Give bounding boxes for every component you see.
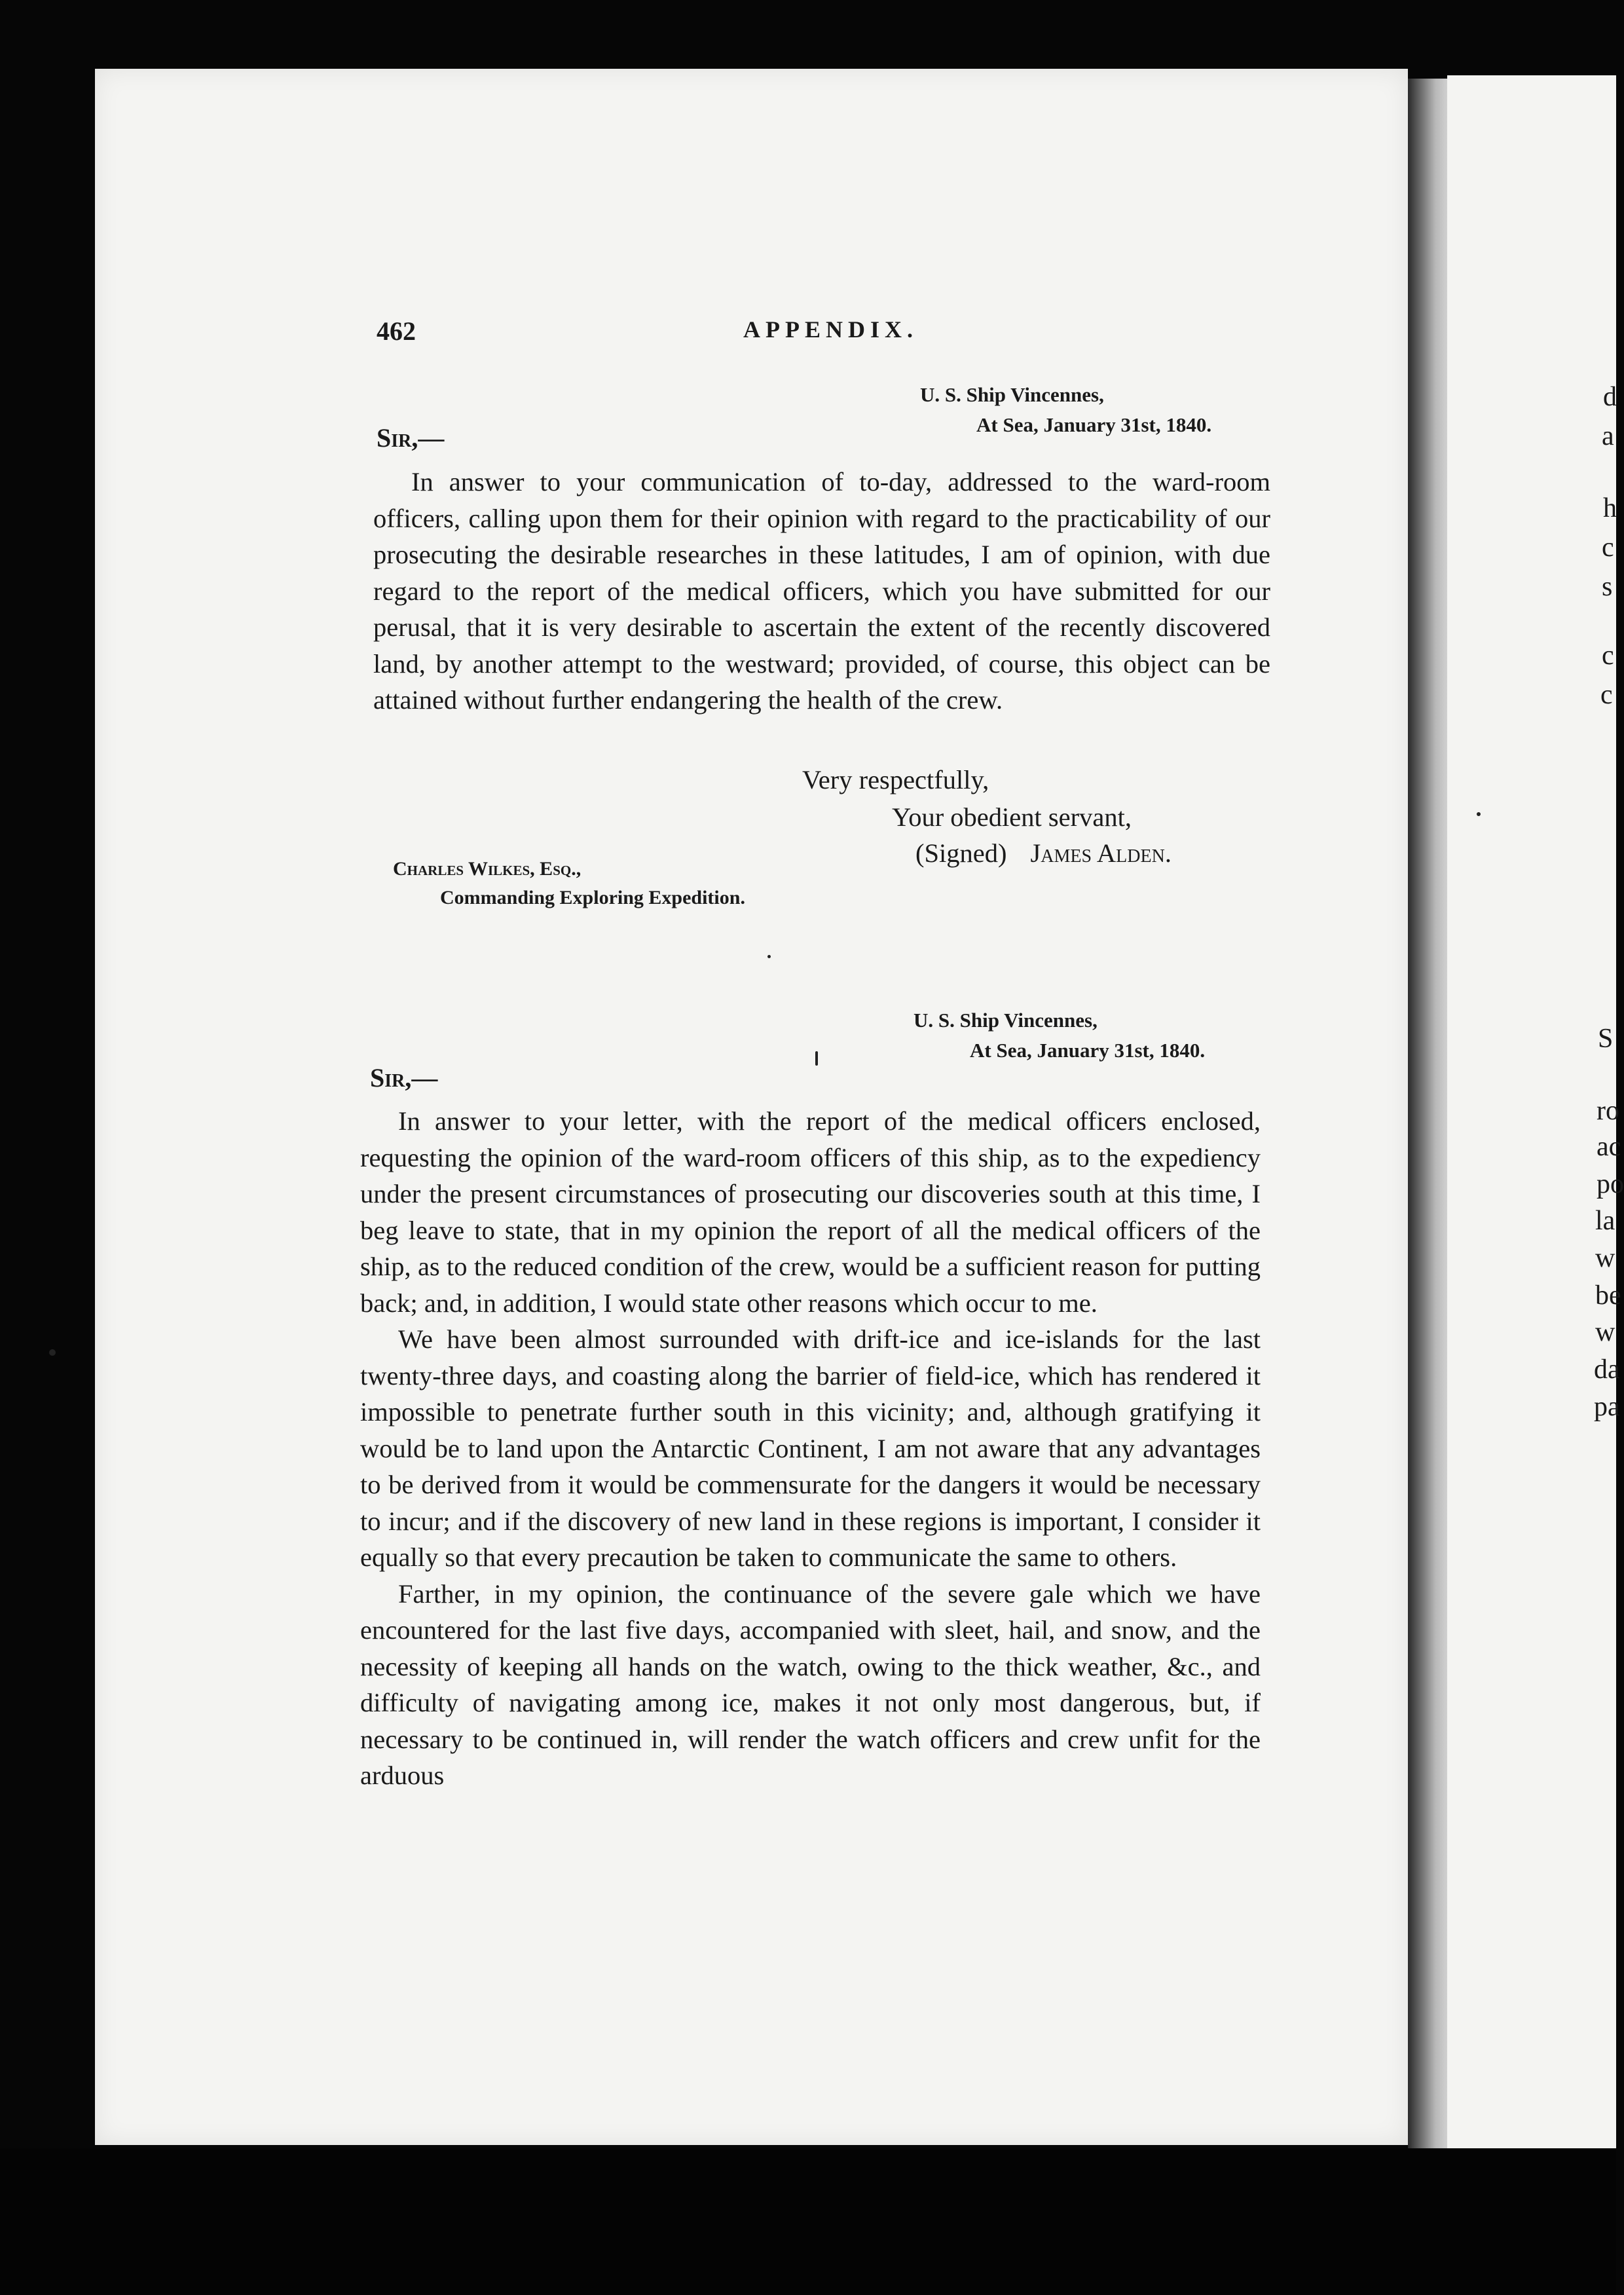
facing-page-fragment: ac (1596, 1132, 1621, 1162)
letter1-closing-2: Your obedient servant, (892, 802, 1132, 832)
scan-speck (1477, 812, 1481, 816)
addressee-title: Commanding Exploring Expedition. (440, 887, 745, 908)
letter1-signature-line (915, 835, 1172, 871)
letter1-dateline-ship: U. S. Ship Vincennes, (920, 383, 1104, 406)
facing-page-fragment: da (1594, 1354, 1620, 1385)
facing-page-fragment: c (1602, 532, 1614, 563)
facing-page-fragment: d (1603, 382, 1617, 412)
facing-page-fragment: pa (1594, 1392, 1620, 1422)
scan-speck (815, 1051, 818, 1066)
facing-page-fragment: S (1598, 1024, 1614, 1054)
letter2-dateline-date: At Sea, January 31st, 1840. (970, 1039, 1206, 1062)
letter1-dateline-date: At Sea, January 31st, 1840. (976, 413, 1212, 436)
facing-page-fragment: a (1602, 421, 1614, 451)
letter1-body (373, 464, 1270, 718)
facing-page-fragment: be (1595, 1280, 1621, 1311)
letter1-addressee (393, 855, 745, 912)
letter2-body (360, 1103, 1261, 1794)
facing-page-fragment: w (1595, 1317, 1615, 1347)
addressee-name: Charles Wilkes, Esq., (393, 858, 581, 880)
facing-page-fragment: h (1603, 493, 1617, 523)
facing-page (1447, 75, 1616, 2158)
running-head: APPENDIX. (743, 316, 918, 343)
page-number: 462 (377, 316, 416, 346)
facing-page-fragment: s (1602, 572, 1613, 602)
letter2-dateline-ship: U. S. Ship Vincennes, (913, 1009, 1098, 1032)
letter1-dateline (920, 380, 1211, 440)
scan-bottom-edge (0, 2148, 1616, 2295)
facing-page-fragment: po (1596, 1169, 1624, 1199)
letter2-dateline (913, 1005, 1205, 1066)
facing-page-fragment: c (1600, 680, 1613, 710)
signature-name: James Alden. (1030, 838, 1172, 868)
letter2-salutation: Sir,— (370, 1063, 438, 1092)
facing-page-fragment: c (1602, 641, 1614, 671)
facing-page-fragment: la (1595, 1206, 1615, 1236)
facing-page-fragment: w (1595, 1243, 1615, 1273)
scan-speck (49, 1349, 56, 1356)
facing-page-fragment: ro (1596, 1096, 1619, 1126)
letter1-paragraph: In answer to your communication of to-day, addressed to the ward-room officers, calling upon them for their opinion with regard to the practicability of our prosecuting the desirable researches in these latitudes, I am of opinion, with due regard to the report of the medical officers, which you have submitted for our perusal, that it is very desirable to ascertain the extent of the recently discovered land, by another attempt to the westward; provided, of course, this object can be attained without further endangering the health of the crew. (373, 467, 1270, 715)
signed-label: (Signed) (915, 838, 1007, 868)
letter2-paragraph-3: Farther, in my opinion, the continuance of the severe gale which we have encountered for the last five days, accompanied with sleet, hail, and snow, and the necessity of keeping all hands on the watch, owing to the thick weather, &c., and difficulty of navigating among ice, makes it not only most dangerous, but, if necessary to be continued in, will render the watch officers and crew unfit for the arduous (360, 1578, 1261, 1790)
letter2-paragraph-2: We have been almost surrounded with drift-ice and ice-islands for the last twenty-three days, and coasting along the barrier of field-ice, which has rendered it impossible to penetrate further south in this vicinity; and, although gratifying it would be to land upon the Antarctic Continent, I am not aware that any advantages to be derived from it would be commensurate for the dangers it would be necessary to incur; and if the discovery of new land in these regions is important, I consider it equally so that every precaution be taken to communicate the same to others. (360, 1324, 1261, 1572)
letter1-closing-1: Very respectfully, (802, 765, 989, 794)
book-gutter (1408, 79, 1447, 2148)
scan-speck (767, 955, 771, 958)
letter2-paragraph-1: In answer to your letter, with the report of the medical officers enclosed, requesting the opinion of the ward-room officers of this ship, as to the expediency under the present circumstances of prosecuting our discoveries south at this time, I beg leave to state, that in my opinion the report of all the medical officers of the ship, as to the reduced condition of the crew, would be a sufficient reason for putting back; and, in addition, I would state other reasons which occur to me. (360, 1106, 1261, 1318)
page-header (377, 316, 1280, 355)
letter1-salutation: Sir,— (377, 423, 445, 453)
